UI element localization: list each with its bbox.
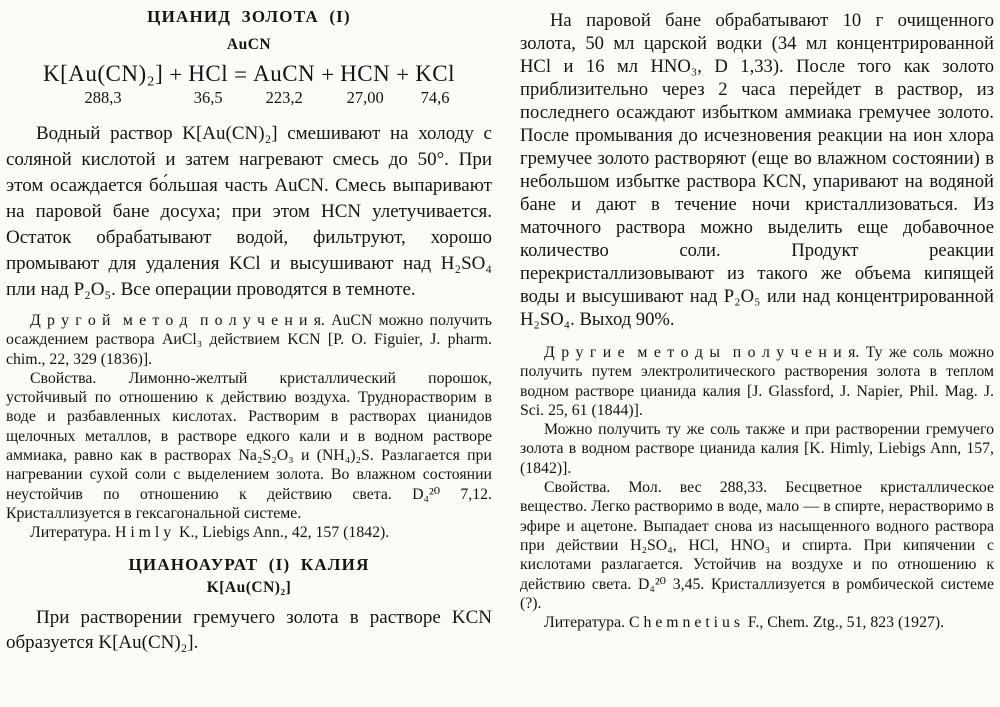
paragraph-also-method: Можно получить ту же соль также и при растворении гремучего золота в водном растворе цианида калия [K. Himly, Liebigs Ann, 157, (1842)]. xyxy=(520,421,994,477)
molar-mass: 223,2 xyxy=(265,88,303,107)
paragraph-section2: При растворении гремучего золота в растворе KCN образуется K[Au(CN)₂]. xyxy=(6,606,492,653)
term-formula: AuCN xyxy=(253,61,316,86)
term-formula: HCN xyxy=(340,61,391,86)
paragraph-literature-2: Литература. C h e m n e t i u s F., Chem. Ztg., 51, 823 (1927). xyxy=(544,614,945,632)
equation-term xyxy=(43,61,163,108)
plus-operator: + xyxy=(321,62,335,87)
term-formula: K[Au(CN)₂] xyxy=(42,61,164,86)
paragraph-preparation-2: На паровой бане обрабатывают 10 г очищенного золота, 50 мл царской водки (34 мл концентрированной HCl и 16 мл HNO₃, D 1,33). После того как золото приблизительно через 2 часа перейдет в раствор, из последнего осаждают избытком аммиака гремучее золото. После промывания до исчезновения реакции на ион хлора гремучее золото растворяют (еще во влажном состоянии) в небольшом избытке раствора KCN, упаривают на водяной бане и дают в течение ночи кристаллизоваться. Из маточного раствора можно выделить еще добавочное количество соли. Продукт реакции перекристаллизовывают из такого же объема кипящей воды и высушивают над P₂O₅ или над концентрированной H₂SO₄. Выход 90%. xyxy=(520,10,994,330)
molar-mass: 36,5 xyxy=(193,88,223,107)
section2-formula: K[Au(CN)₂] xyxy=(206,578,292,596)
article-title: ЦИАНИД ЗОЛОТА (I) xyxy=(147,7,351,26)
compound-formula: AuCN xyxy=(226,36,272,53)
paragraph-preparation: Водный раствор K[Au(CN)₂] смешивают на холоду с соляной кислотой и затем нагревают смесь до 50°. При этом осаждается бо́льшая часть AuCN. Смесь выпаривают на паровой бане досуха; при этом HCN улетучивается. Остаток обрабатывают водой, фильтруют, хорошо промывают для удаления KCl и высушивают над H₂SO₄ пли над P₂O₅. Все операции проводятся в темноте. xyxy=(6,123,492,300)
molar-mass: 74,6 xyxy=(420,88,450,107)
term-formula: KCl xyxy=(415,61,456,86)
section2-title: ЦИАНОАУРАТ (I) КАЛИЯ xyxy=(128,554,370,574)
equation-term xyxy=(340,61,390,108)
left-column xyxy=(6,2,492,655)
paragraph-properties-2: Свойства. Мол. вес 288,33. Бесцветное кристаллическое вещество. Легко растворимо в воде, мало — в спирте, нерастворимо в эфире и ацетоне. Выпадает снова из насыщенного водного раствора при действии H₂SO₄, HCl, HNO₃ и спирта. При кипячении с кислотами разлагается. Устойчив на воздухе и по отношению к действию света. D₄²⁰ 3,45. Кристаллизуется в ромбической системе (?). xyxy=(520,479,994,612)
molar-mass: 288,3 xyxy=(84,88,122,107)
paragraph-properties: Свойства. Лимонно-желтый кристаллический порошок, устойчивый по отношению к действию воздуха. Труднорастворим в воде и разбавленных кислотах. Растворим в растворах цианидов щелочных металлов, в растворе едкого кали и в водном растворе аммиака, равно как в растворах Na₂S₂O₃ и (NH₄)₂S. Разлагается при нагревании сухой соли с выделением золота. Во влажном состоянии неустойчив по отношению к действию света. D₄²⁰ 7,12. Кристаллизуется в гексагональной системе. xyxy=(6,369,492,522)
equation-term xyxy=(253,61,315,108)
right-column xyxy=(520,2,994,655)
reaction-equation xyxy=(6,61,492,108)
plus-operator: + xyxy=(169,62,183,87)
equation-term xyxy=(415,61,455,108)
equals-operator: = xyxy=(234,62,248,87)
paragraph-other-methods: Д р у г и е м е т о д ы п о л у ч е н и я. Ту же соль можно получить путем электролитического растворения золота в теплом водном растворе цианида калия [J. Glassford, J. Napier, Phil. Mag. J. Sci. 25, 61 (1844)]. xyxy=(520,344,994,419)
equation-term xyxy=(188,61,228,108)
paragraph-other-method: Д р у г о й м е т о д п о л у ч е н и я. AuCN можно получить осаждением раствора AиCl₃ действием KCN [P. O. Figuier, J. pharm. chim., 22, 329 (1836)]. xyxy=(6,312,492,368)
term-formula: HCl xyxy=(188,61,229,86)
paragraph-literature: Литература. H i m l y K., Liebigs Ann., 42, 157 (1842). xyxy=(30,524,390,542)
plus-operator: + xyxy=(396,62,410,87)
molar-mass: 27,00 xyxy=(346,88,384,107)
